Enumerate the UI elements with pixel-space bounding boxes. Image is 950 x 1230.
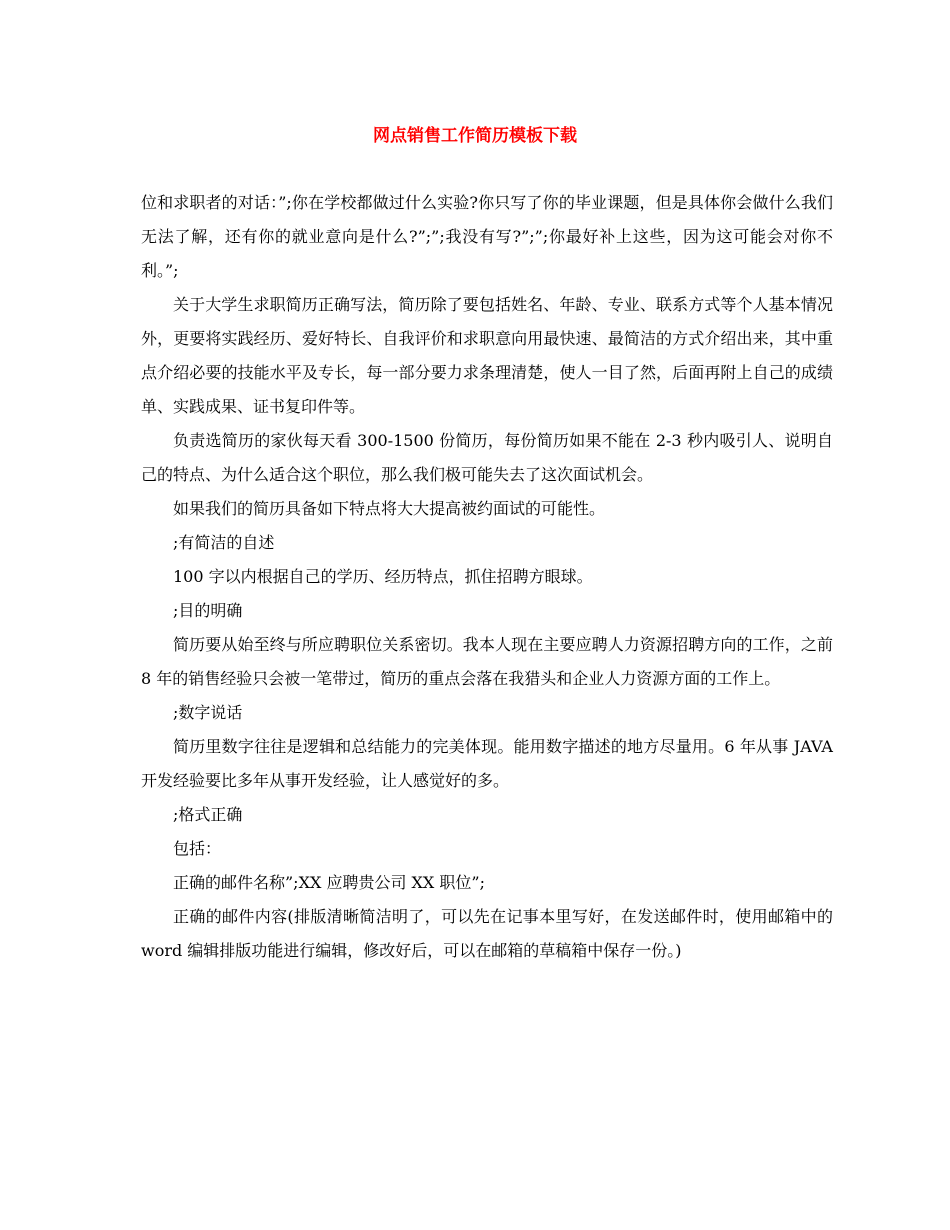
paragraph: 100 字以内根据自己的学历、经历特点，抓住招聘方眼球。	[173, 567, 593, 586]
paragraph: 位和求职者的对话：”;你在学校都做过什么实验?你只写了你的毕业课题，但是具体你会做什么我们无法了解，还有你的就业意向是什么?”;”;我没有写?”;”;你最好补上这些，因为这可能会对你不利。”;	[141, 193, 833, 280]
paragraph: 如果我们的简历具备如下特点将大大提高被约面试的可能性。	[173, 499, 606, 518]
paragraph: 关于大学生求职简历正确写法，简历除了要包括姓名、年龄、专业、联系方式等个人基本情况外，更要将实践经历、爱好特长、自我评价和求职意向用最快速、最简洁的方式介绍出来，其中重点介绍必要的技能水平及专长，每一部分要力求条理清楚，使人一目了然，后面再附上自己的成绩单、实践成果、证书复印件等。	[141, 295, 833, 416]
paragraph: 负责选简历的家伙每天看 300-1500 份简历，每份简历如果不能在 2-3 秒内吸引人、说明自己的特点、为什么适合这个职位，那么我们极可能失去了这次面试机会。	[141, 431, 833, 484]
section-heading: ;数字说话	[173, 703, 243, 722]
section-heading: ;目的明确	[173, 601, 243, 620]
section-heading: ;有简洁的自述	[173, 533, 275, 552]
document-title: 网点销售工作简历模板下载	[373, 126, 577, 146]
paragraph: 正确的邮件名称”;XX 应聘贵公司 XX 职位”;	[173, 873, 485, 892]
paragraph: 正确的邮件内容(排版清晰简洁明了，可以先在记事本里写好，在发送邮件时，使用邮箱中的 word 编辑排版功能进行编辑，修改好后，可以在邮箱的草稿箱中保存一份。)	[141, 907, 833, 960]
paragraph: 简历里数字往往是逻辑和总结能力的完美体现。能用数字描述的地方尽量用。6 年从事 JAVA 开发经验要比多年从事开发经验，让人感觉好的多。	[141, 737, 833, 790]
paragraph: 包括：	[173, 839, 222, 858]
section-heading: ;格式正确	[173, 805, 243, 824]
document-body	[141, 186, 833, 968]
paragraph: 简历要从始至终与所应聘职位关系密切。我本人现在主要应聘人力资源招聘方向的工作，之前 8 年的销售经验只会被一笔带过，简历的重点会落在我猎头和企业人力资源方面的工作上。	[141, 635, 833, 688]
